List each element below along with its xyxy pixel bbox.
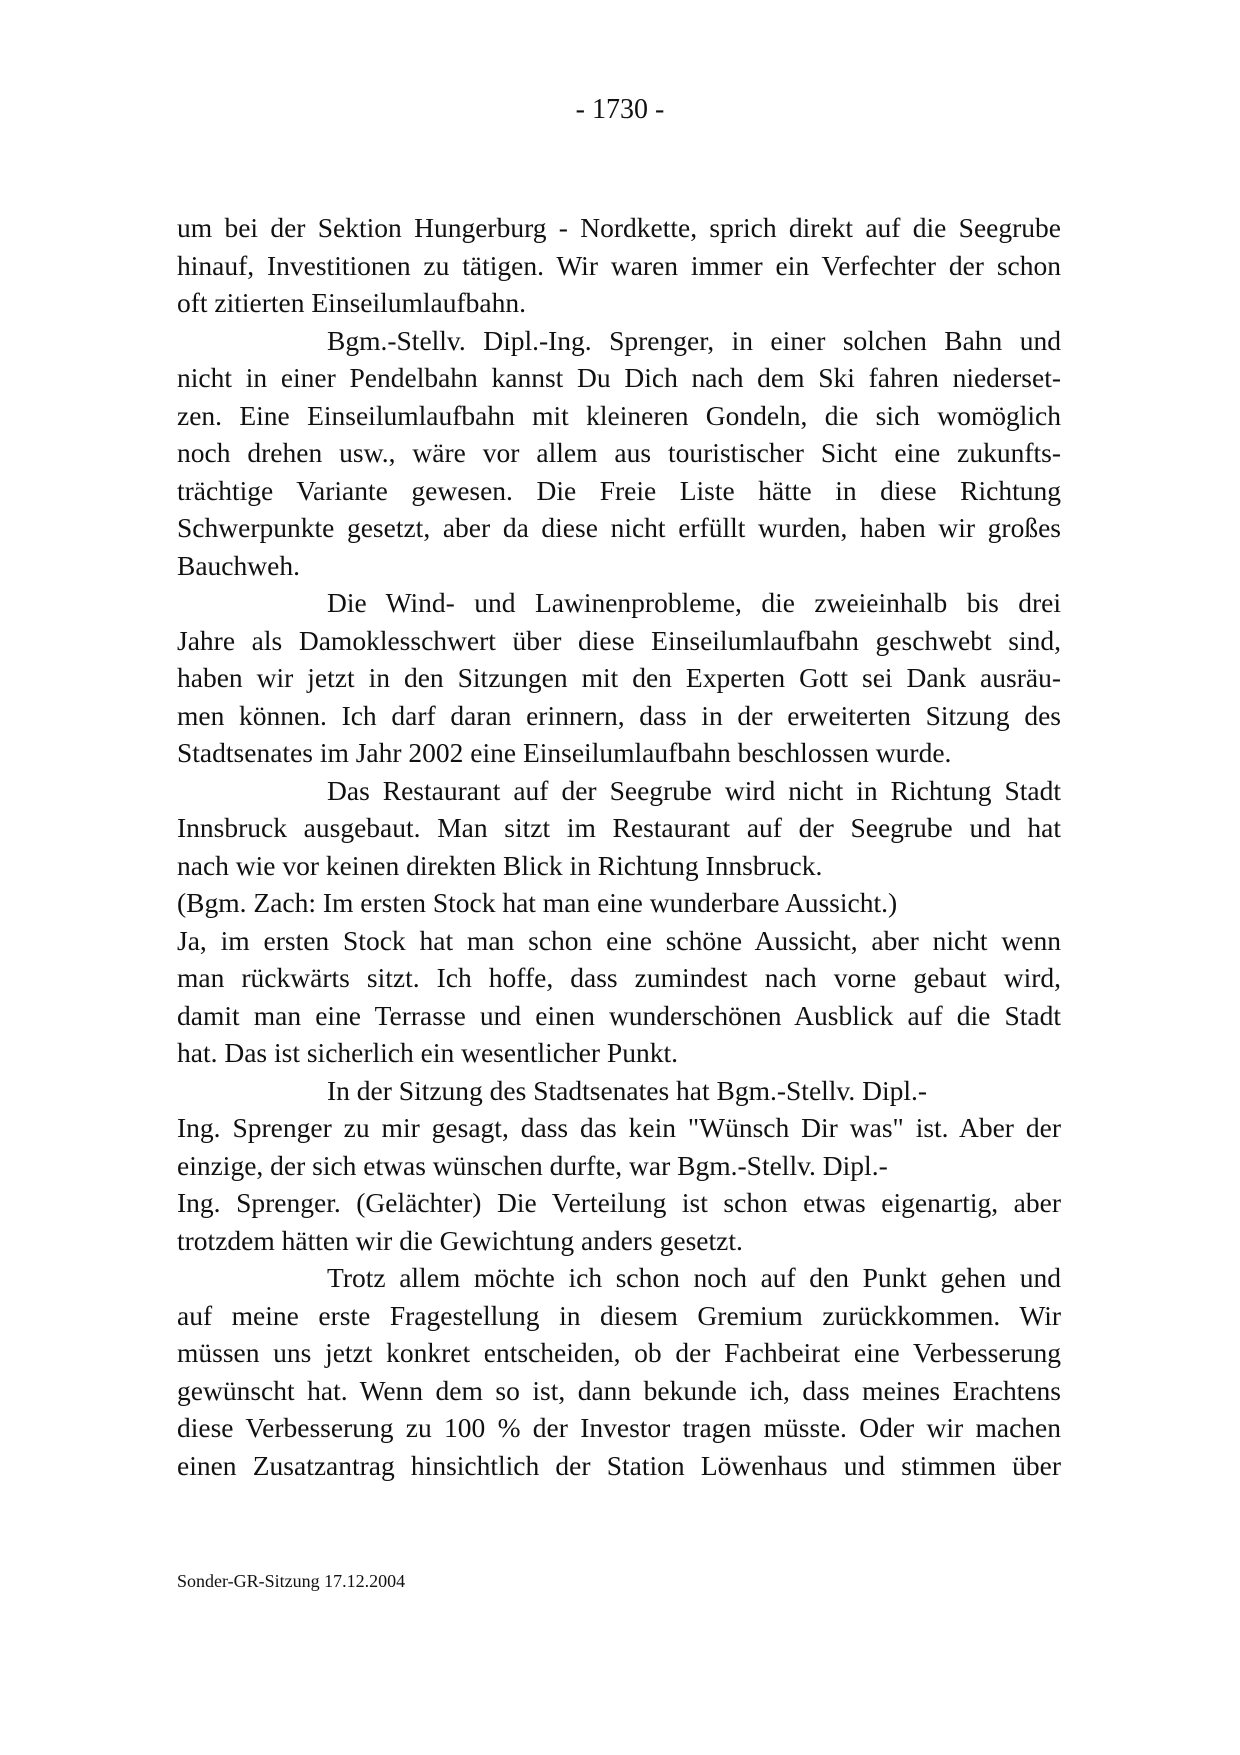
text-line: zen. Eine Einseilumlaufbahn mit kleineren Gondeln, die sich womöglich <box>177 399 1061 431</box>
text-line: trächtige Variante gewesen. Die Freie Liste hätte in diese Richtung <box>177 474 1061 506</box>
text-line: diese Verbesserung zu 100 % der Investor tragen müsste. Oder wir machen <box>177 1412 1061 1443</box>
text-line: Trotz allem möchte ich schon noch auf den Punkt gehen und <box>327 1262 1061 1293</box>
text-line: men können. Ich darf daran erinnern, dass in der erweiterten Sitzung des <box>177 699 1061 731</box>
text-line: Jahre als Damoklesschwert über diese Einseilumlaufbahn geschwebt sind, <box>177 624 1061 656</box>
text-line: nach wie vor keinen direkten Blick in Richtung Innsbruck. <box>177 849 823 881</box>
text-line: Ing. Sprenger zu mir gesagt, dass das kein "Wünsch Dir was" ist. Aber der <box>177 1112 1061 1143</box>
text-line: hinauf, Investitionen zu tätigen. Wir waren immer ein Verfechter der schon <box>177 249 1061 281</box>
text-line: müssen uns jetzt konkret entscheiden, ob der Fachbeirat eine Verbesserung <box>177 1337 1061 1368</box>
text-line: Schwerpunkte gesetzt, aber da diese nicht erfüllt wurden, haben wir großes <box>177 512 1061 543</box>
text-line: auf meine erste Fragestellung in diesem Gremium zurückkommen. Wir <box>177 1299 1061 1331</box>
text-line: Bauchweh. <box>177 549 300 581</box>
text-line: einzige, der sich etwas wünschen durfte, war Bgm.-Stellv. Dipl.- <box>177 1149 888 1181</box>
text-line: man rückwärts sitzt. Ich hoffe, dass zumindest nach vorne gebaut wird, <box>177 962 1061 993</box>
text-line: trotzdem hätten wir die Gewichtung anders gesetzt. <box>177 1224 743 1256</box>
text-line: Ja, im ersten Stock hat man schon eine schöne Aussicht, aber nicht wenn <box>177 924 1061 956</box>
text-line: damit man eine Terrasse und einen wunderschönen Ausblick auf die Stadt <box>177 999 1061 1031</box>
page-number: - 1730 - <box>575 94 665 125</box>
text-line: Bgm.-Stellv. Dipl.-Ing. Sprenger, in einer solchen Bahn und <box>327 324 1061 356</box>
text-line: Innsbruck ausgebaut. Man sitzt im Restaurant auf der Seegrube und hat <box>177 812 1061 843</box>
text-line: haben wir jetzt in den Sitzungen mit den Experten Gott sei Dank ausräu- <box>177 662 1061 693</box>
text-line: Ing. Sprenger. (Gelächter) Die Verteilung ist schon etwas eigenartig, aber <box>177 1187 1061 1218</box>
text-line: um bei der Sektion Hungerburg - Nordkette, sprich direkt auf die Seegrube <box>177 212 1061 243</box>
body-text <box>177 209 1061 1484</box>
text-line: Die Wind- und Lawinenprobleme, die zweieinhalb bis drei <box>327 587 1061 618</box>
text-line: einen Zusatzantrag hinsichtlich der Station Löwenhaus und stimmen über <box>177 1449 1061 1481</box>
text-line: noch drehen usw., wäre vor allem aus touristischer Sicht eine zukunfts- <box>177 437 1061 468</box>
text-line: Das Restaurant auf der Seegrube wird nicht in Richtung Stadt <box>327 774 1061 806</box>
footer-session-label: Sonder-GR-Sitzung 17.12.2004 <box>177 1571 406 1591</box>
text-line: (Bgm. Zach: Im ersten Stock hat man eine wunderbare Aussicht.) <box>177 887 898 918</box>
text-line: hat. Das ist sicherlich ein wesentlicher Punkt. <box>177 1037 678 1068</box>
text-line: nicht in einer Pendelbahn kannst Du Dich nach dem Ski fahren niederset- <box>177 362 1061 393</box>
text-line: In der Sitzung des Stadtsenates hat Bgm.-Stellv. Dipl.- <box>327 1074 928 1106</box>
text-line: Stadtsenates im Jahr 2002 eine Einseilumlaufbahn beschlossen wurde. <box>177 737 952 768</box>
text-line: oft zitierten Einseilumlaufbahn. <box>177 287 526 318</box>
text-line: gewünscht hat. Wenn dem so ist, dann bekunde ich, dass meines Erachtens <box>177 1374 1061 1406</box>
